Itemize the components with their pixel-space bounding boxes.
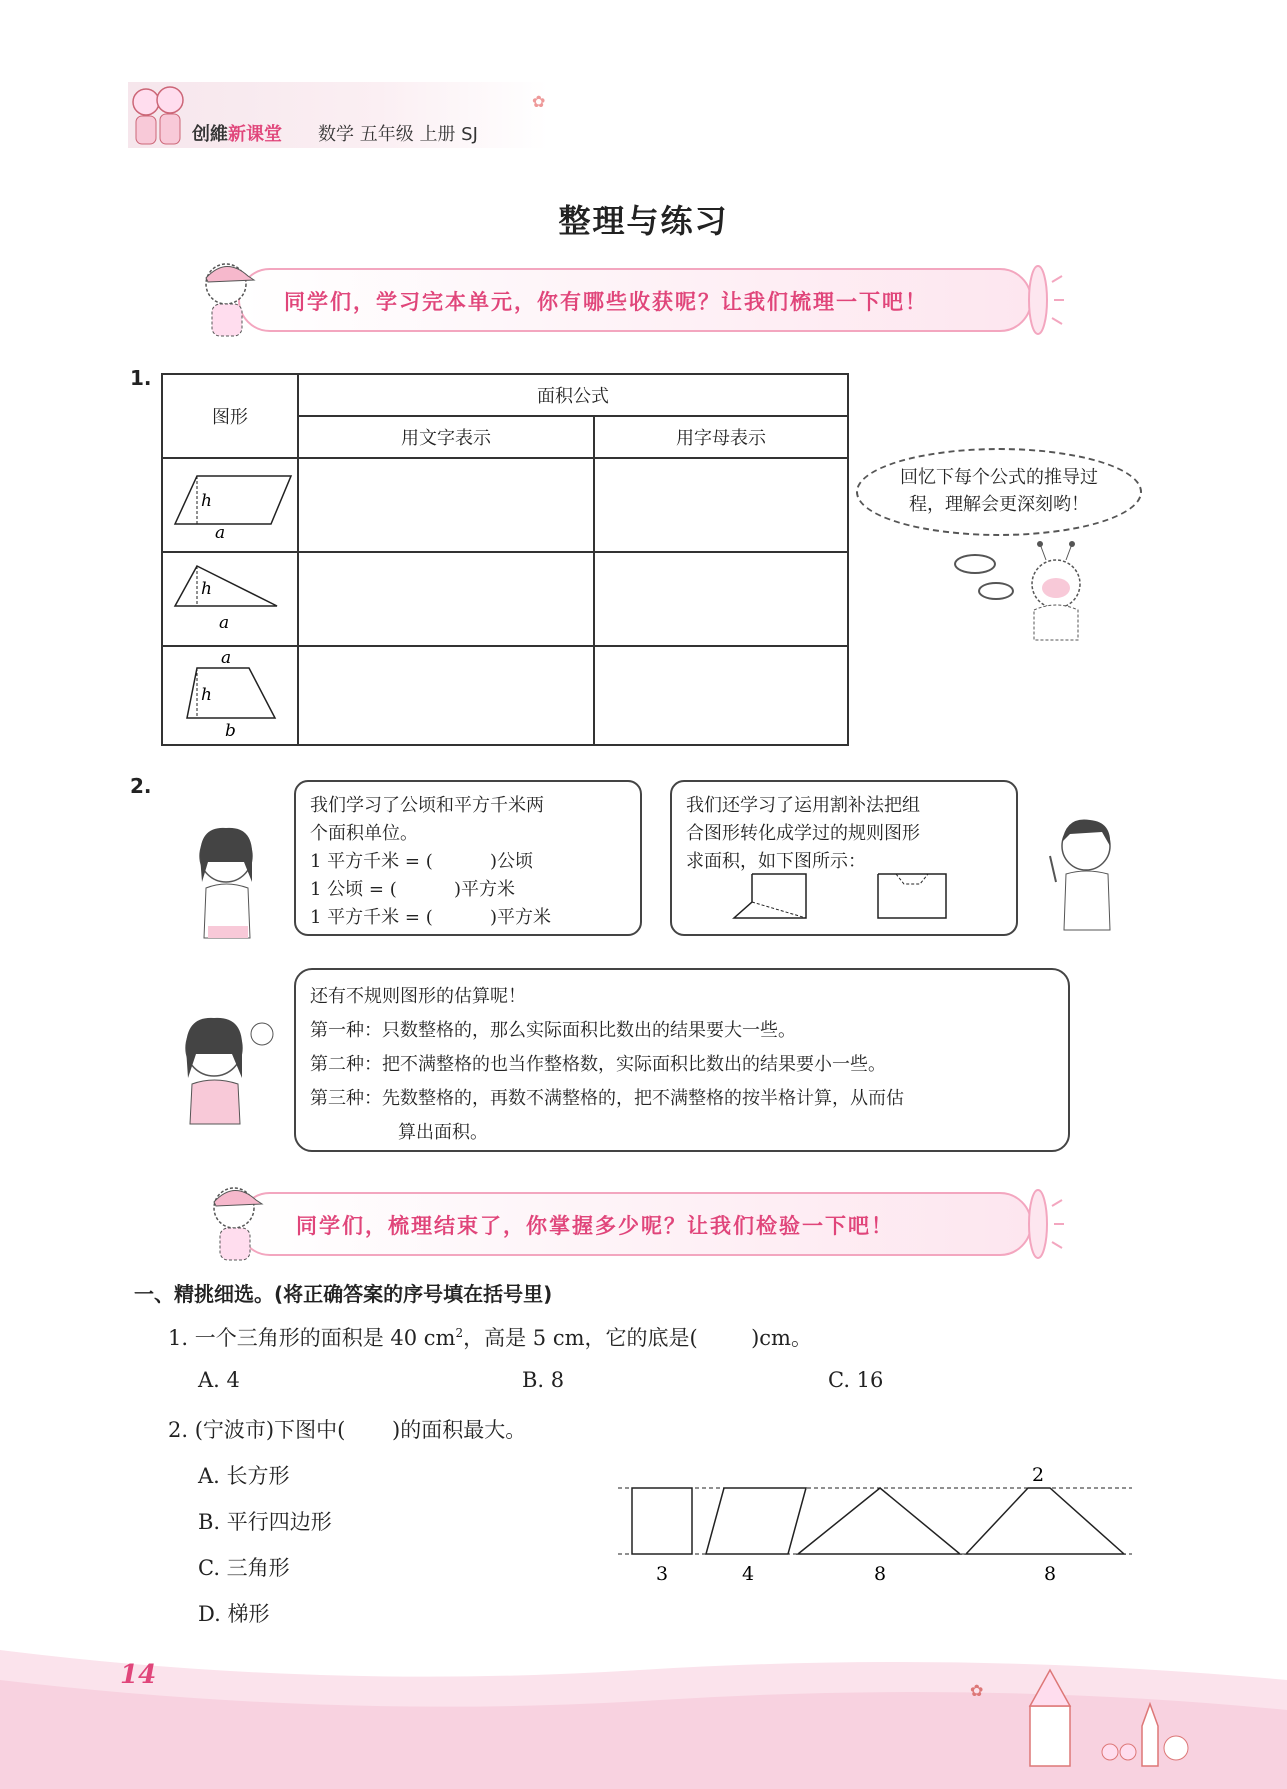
trapezoid-figure — [167, 648, 293, 738]
triangle-shape — [798, 1488, 960, 1554]
brand-prefix: 创維 — [192, 124, 228, 145]
banner-deco-icon — [1028, 262, 1064, 338]
thought-text: 回忆下每个公式的推导过程，理解会更深刻哟！ — [900, 467, 1098, 515]
mc1-stem-a: 1. 一个三角形的面积是 40 cm — [168, 1326, 456, 1350]
page-number: 14 — [120, 1660, 157, 1690]
thought-dot — [954, 554, 996, 574]
thought-dot — [978, 582, 1014, 600]
rectangle-shape — [632, 1488, 692, 1554]
parallelogram-base-label: 4 — [741, 1563, 755, 1584]
conversion-km2-ha[interactable]: 1 平方千米 = ( )公顷 — [310, 851, 533, 872]
triangle-base-label: 8 — [873, 1563, 887, 1584]
flower-icon: ✿ — [970, 1681, 984, 1700]
header-formula: 面积公式 — [298, 374, 848, 416]
formula-table — [161, 373, 849, 746]
estimation-method-3: 第三种：先数整格的，再数不满整格的，把不满整格的按半格计算，从而估 — [310, 1088, 904, 1109]
answer-cell[interactable] — [298, 458, 594, 552]
boy-mascot-icon — [204, 1180, 268, 1266]
estimation-method-1: 第一种：只数整格的，那么实际面积比数出的结果要大一些。 — [310, 1020, 796, 1041]
boy-pointing-icon — [1042, 812, 1122, 936]
q2-number: 2. — [130, 774, 152, 798]
estimation-method-3-cont: 算出面积。 — [398, 1122, 488, 1143]
header-kids-icon — [128, 80, 190, 152]
trapezoid-label-b: b — [225, 721, 236, 738]
bubble-units — [294, 780, 642, 936]
header-letters: 用字母表示 — [594, 416, 848, 458]
shape-cell-triangle — [162, 552, 298, 646]
banner-bottom-text: 同学们，梳理结束了，你掌握多少呢？让我们检验一下吧！ — [296, 1214, 894, 1238]
section-title: 一、精挑细选。(将正确答案的序号填在括号里) — [134, 1282, 553, 1306]
thought-bubble — [856, 448, 1142, 536]
bubble-cut-line: 合图形转化成学过的规则图形 — [686, 823, 920, 844]
page-title: 整理与练习 — [558, 202, 729, 240]
trapezoid-base-label: 8 — [1043, 1563, 1057, 1584]
boy-mascot-icon — [196, 256, 260, 342]
bubble-estimation — [294, 968, 1070, 1152]
mc2-option-d[interactable]: D. 梯形 — [198, 1602, 270, 1626]
trapezoid-label-a: a — [221, 648, 232, 668]
estimation-intro: 还有不规则图形的估算呢！ — [310, 986, 526, 1007]
mc-question-2[interactable]: 2. (宁波市)下图中( )的面积最大。 — [168, 1418, 527, 1442]
estimation-method-2: 第二种：把不满整格的也当作整格数，实际面积比数出的结果要小一些。 — [310, 1054, 886, 1075]
mc1-option-a[interactable]: A. 4 — [198, 1368, 240, 1392]
mc1-option-b[interactable]: B. 8 — [522, 1368, 565, 1392]
answer-cell[interactable] — [594, 552, 848, 646]
girl-mascot-icon — [186, 822, 272, 940]
conversion-ha-m2[interactable]: 1 公顷 = ( )平方米 — [310, 879, 515, 900]
bubble-cut-line: 求面积，如下图所示： — [686, 851, 866, 872]
girl-idea-icon — [172, 1008, 278, 1128]
bubble-cut-line: 我们还学习了运用割补法把组 — [686, 795, 920, 816]
trapezoid-shape — [966, 1488, 1124, 1554]
answer-cell[interactable] — [298, 552, 594, 646]
mc1-option-c[interactable]: C. 16 — [828, 1368, 884, 1392]
brand-highlight: 新课堂 — [228, 124, 282, 145]
mc1-stem-sup: 2 — [455, 1326, 464, 1340]
parallelogram-shape — [706, 1488, 806, 1554]
q1-number: 1. — [130, 366, 152, 390]
triangle-label-a: a — [219, 612, 230, 633]
bubble-units-line: 个面积单位。 — [310, 823, 418, 844]
shape-cell-parallelogram — [162, 458, 298, 552]
trapezoid-label-h: h — [201, 685, 212, 705]
castle-deco-icon — [960, 1656, 1190, 1776]
mc2-option-c[interactable]: C. 三角形 — [198, 1556, 290, 1580]
answer-cell[interactable] — [298, 646, 594, 745]
conversion-km2-m2[interactable]: 1 平方千米 = ( )平方米 — [310, 907, 551, 928]
four-shapes-figure — [618, 1462, 1138, 1584]
mc1-stem-b[interactable]: ，高是 5 cm，它的底是( )cm。 — [463, 1326, 812, 1350]
header-words: 用文字表示 — [298, 416, 594, 458]
cut-paste-figure — [732, 872, 952, 922]
parallelogram-label-h: h — [201, 490, 212, 511]
answer-cell[interactable] — [594, 458, 848, 552]
answer-cell[interactable] — [594, 646, 848, 745]
bee-mascot-icon — [1012, 540, 1098, 648]
triangle-label-h: h — [201, 578, 212, 599]
brand-logo — [192, 120, 282, 146]
banner-top-text: 同学们，学习完本单元，你有哪些收获呢？让我们梳理一下吧！ — [284, 290, 928, 314]
mc2-option-b[interactable]: B. 平行四边形 — [198, 1510, 332, 1534]
shape-cell-trapezoid — [162, 646, 298, 745]
bubble-units-line: 我们学习了公顷和平方千米两 — [310, 795, 544, 816]
parallelogram-label-a: a — [215, 522, 226, 538]
banner-deco-icon — [1028, 1186, 1064, 1262]
trapezoid-top-label: 2 — [1031, 1464, 1045, 1486]
header-shape: 图形 — [162, 374, 298, 458]
parallelogram-figure — [167, 468, 293, 538]
header-subtitle: 数学 五年级 上册 SJ — [318, 124, 478, 145]
mc2-option-a[interactable]: A. 长方形 — [198, 1464, 290, 1488]
rectangle-base-label: 3 — [655, 1563, 669, 1584]
mc-question-1 — [168, 1322, 812, 1352]
flower-icon: ✿ — [532, 92, 546, 111]
triangle-figure — [167, 560, 293, 634]
